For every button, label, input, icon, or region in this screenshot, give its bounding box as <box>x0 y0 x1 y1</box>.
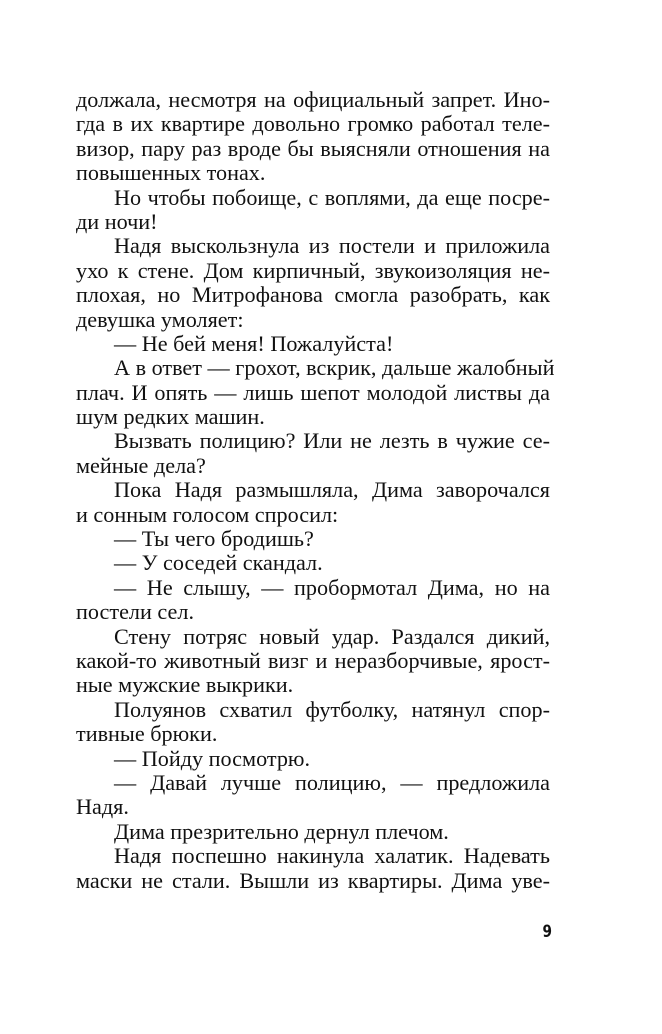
text-line: — Ты чего бродишь? <box>114 526 314 552</box>
text-line: ные мужские выкрики. <box>76 672 294 698</box>
text-line: — Не бей меня! Пожалуйста! <box>114 330 394 356</box>
text-line: ди ночи! <box>76 208 158 234</box>
text-line: визор, пару раз вроде бы выясняли отношения на <box>76 135 550 161</box>
text-line: и сонным голосом спросил: <box>76 501 339 527</box>
page-number: 9 <box>542 922 552 942</box>
text-line: гда в их квартире довольно громко работал теле- <box>76 111 550 137</box>
text-line: Полуянов схватил футболку, натянул спор- <box>114 696 550 722</box>
text-line: Стену потряс новый удар. Раздался дикий, <box>114 623 550 649</box>
text-line: плохая, но Митрофанова смогла разобрать, как <box>76 282 550 308</box>
text-line: повышенных тонах. <box>76 160 266 186</box>
text-line: — У соседей скандал. <box>114 550 323 576</box>
text-line: Надя поспешно накинула халатик. Надевать <box>114 843 550 869</box>
text-line: мейные дела? <box>76 452 206 478</box>
text-line: должала, несмотря на официальный запрет. Ино- <box>76 87 550 112</box>
text-line: — Давай лучше полицию, — предложила <box>114 769 550 795</box>
text-line: маски не стали. Вышли из квартиры. Дима уве- <box>76 867 550 893</box>
text-line: плач. И опять — лишь шепот молодой листвы да <box>76 379 550 405</box>
text-line: Надя выскользнула из постели и приложила <box>114 233 550 259</box>
text-line: шум редких машин. <box>76 404 265 430</box>
text-line: — Не слышу, — пробормотал Дима, но на <box>114 574 550 600</box>
text-line: Вызвать полицию? Или не лезть в чужие се- <box>114 428 550 454</box>
text-line: — Пойду посмотрю. <box>114 745 311 771</box>
text-line: девушка умоляет: <box>76 306 244 332</box>
text-line: ухо к стене. Дом кирпичный, звукоизоляция не- <box>76 257 550 283</box>
text-line: какой-то животный визг и неразборчивые, ярост- <box>76 647 550 673</box>
text-line: А в ответ — грохот, вскрик, дальше жалобный <box>114 355 555 381</box>
page-body <box>76 87 555 893</box>
text-line: постели сел. <box>76 599 194 625</box>
text-line: Но чтобы побоище, с воплями, да еще посре- <box>114 184 550 210</box>
text-line: тивные брюки. <box>76 721 218 747</box>
text-line: Дима презрительно дернул плечом. <box>114 818 449 844</box>
text-line: Надя. <box>76 794 129 820</box>
text-line: Пока Надя размышляла, Дима заворочался <box>114 477 550 503</box>
